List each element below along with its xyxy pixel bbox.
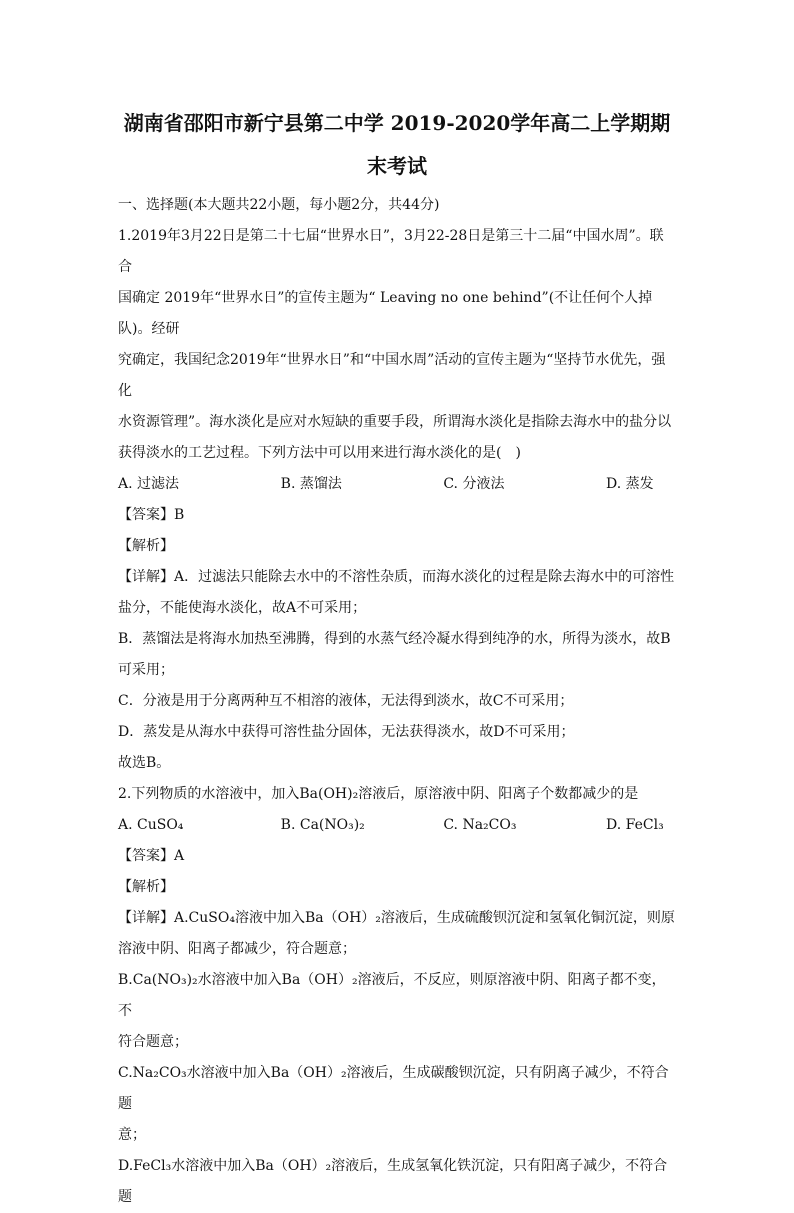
detail-line: 溶液中阴、阳离子都减少，符合题意； bbox=[118, 941, 356, 957]
question-2-stem: 2.下列物质的水溶液中，加入Ba(OH)₂溶液后，原溶液中阴、阳离子个数都减少的是 bbox=[118, 786, 639, 802]
detail-line: 可采用； bbox=[118, 662, 174, 678]
analysis-heading: 【解析】 bbox=[118, 538, 174, 554]
detail-line: D．蒸发是从海水中获得可溶性盐分固体，无法获得淡水，故D不可采用； bbox=[118, 724, 575, 740]
detail-line: 故选B。 bbox=[118, 755, 171, 771]
detail-line: 【详解】A.CuSO₄溶液中加入Ba（OH）₂溶液后，生成硫酸钡沉淀和氢氧化铜沉淀，则原 bbox=[118, 910, 675, 926]
detail-line: C.Na₂CO₃水溶液中加入Ba（OH）₂溶液后，生成碳酸钡沉淀，只有阴离子减少，不符合题 bbox=[118, 1065, 669, 1112]
detail-line: 意； bbox=[118, 1127, 146, 1143]
option-c: C. 分液法 bbox=[443, 476, 505, 492]
question-1-stem-line: 1.2019年3月22日是第二十七届“世界水日”，3月22-28日是第三十二届“中国水周”。联合 bbox=[118, 228, 664, 275]
option-b: B. 蒸馏法 bbox=[280, 476, 342, 492]
option-c: C. Na₂CO₃ bbox=[443, 817, 517, 833]
question-1-stem-line: 国确定 2019年“世界水日”的宣传主题为“ Leaving no one behind”(不让任何个人掉队)。经研 bbox=[118, 290, 653, 337]
detail-line: C．分液是用于分离两种互不相溶的液体，无法得到淡水，故C不可采用； bbox=[118, 693, 574, 709]
detail-line: 【详解】A．过滤法只能除去水中的不溶性杂质，而海水淡化的过程是除去海水中的可溶性 bbox=[118, 569, 675, 585]
answer-line: 【答案】B bbox=[118, 507, 185, 523]
question-2 bbox=[118, 779, 676, 1213]
option-a: A. 过滤法 bbox=[118, 476, 180, 492]
option-b: B. Ca(NO₃)₂ bbox=[280, 817, 365, 833]
page-title: 湖南省邵阳市新宁县第二中学 2019-2020学年高二上学期期 bbox=[123, 111, 671, 135]
question-1 bbox=[118, 221, 676, 779]
question-2-options bbox=[118, 810, 676, 841]
question-1-stem-line: 究确定，我国纪念2019年“世界水日”和“中国水周”活动的宣传主题为“坚持节水优先，强化 bbox=[118, 352, 666, 399]
question-1-stem-line: 获得淡水的工艺过程。下列方法中可以用来进行海水淡化的是( ) bbox=[118, 445, 521, 461]
page-title-continued: 末考试 bbox=[367, 154, 427, 178]
detail-line: B．蒸馏法是将海水加热至沸腾，得到的水蒸气经冷凝水得到纯净的水，所得为淡水，故B bbox=[118, 631, 671, 647]
question-1-stem-line: 水资源管理”。海水淡化是应对水短缺的重要手段，所谓海水淡化是指除去海水中的盐分以 bbox=[118, 414, 672, 430]
option-a: A. CuSO₄ bbox=[118, 817, 184, 833]
detail-line: B.Ca(NO₃)₂水溶液中加入Ba（OH）₂溶液后，不反应，则原溶液中阴、阳离子都不变，不 bbox=[118, 972, 666, 1019]
option-d: D. FeCl₃ bbox=[606, 817, 664, 833]
option-d: D. 蒸发 bbox=[606, 476, 654, 492]
detail-line: 符合题意； bbox=[118, 1034, 188, 1050]
detail-line: 盐分，不能使海水淡化，故A不可采用； bbox=[118, 600, 367, 616]
section-heading: 一、选择题(本大题共22小题，每小题2分，共44分) bbox=[118, 197, 440, 213]
analysis-heading: 【解析】 bbox=[118, 879, 174, 895]
answer-line: 【答案】A bbox=[118, 848, 185, 864]
detail-line: D.FeCl₃水溶液中加入Ba（OH）₂溶液后，生成氢氧化铁沉淀，只有阳离子减少，不符合题 bbox=[118, 1158, 668, 1205]
question-1-options bbox=[118, 469, 676, 500]
